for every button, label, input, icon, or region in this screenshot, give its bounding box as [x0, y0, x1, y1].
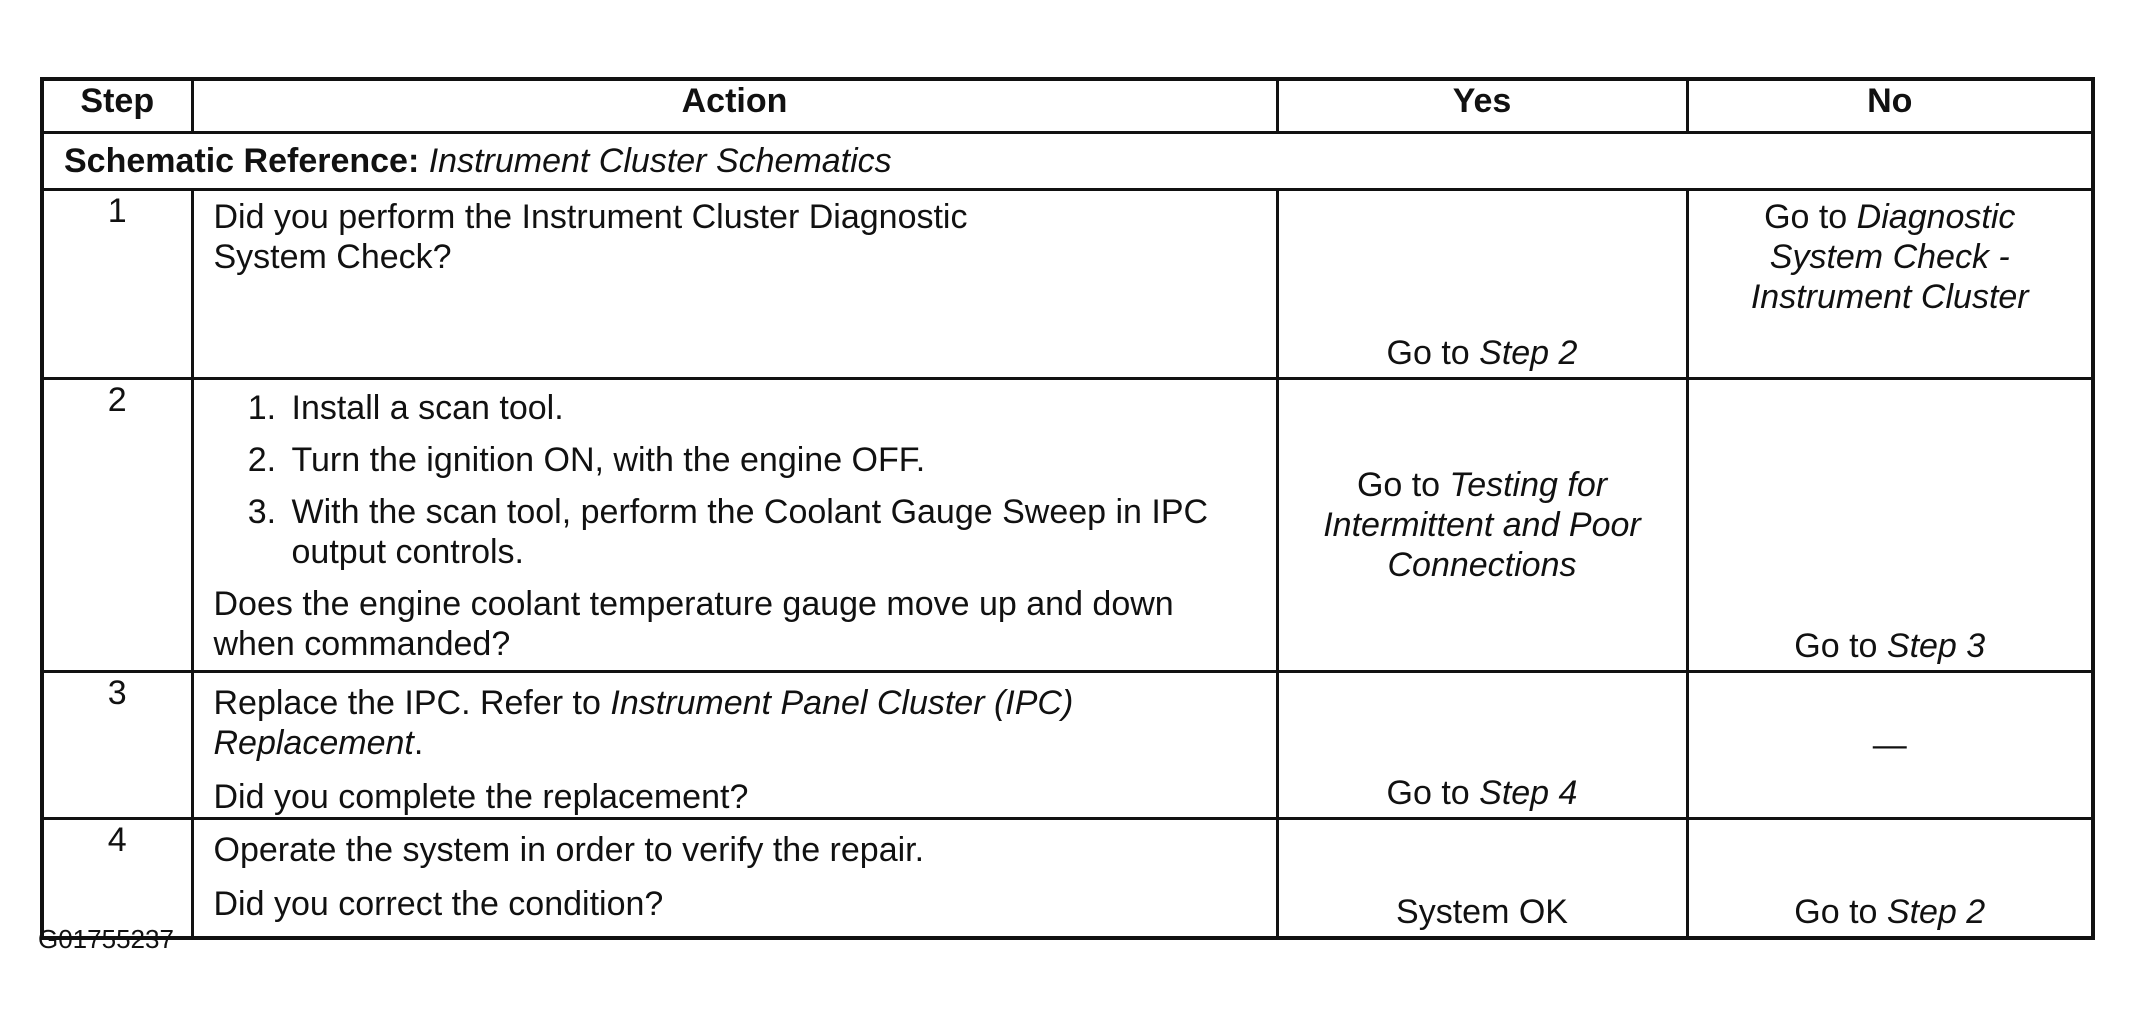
action-steps-list — [214, 388, 1256, 572]
action-post: . — [413, 724, 424, 762]
yes-prefix: Go to — [1386, 774, 1480, 812]
figure-id: G01755237 — [38, 924, 174, 954]
table-row — [42, 819, 2093, 939]
no-step-link[interactable]: Step 2 — [1886, 893, 1986, 931]
diagnostic-table-container — [40, 77, 2091, 940]
schematic-reference-label: Schematic Reference: — [64, 142, 420, 180]
action-text — [214, 683, 1174, 763]
table-row — [42, 379, 2093, 672]
yes-cell — [1277, 819, 1687, 939]
replacement-link[interactable]: Instrument Panel Cluster (IPC) Replacement — [213, 684, 1074, 762]
header-yes: Yes — [1277, 79, 1687, 133]
list-item: 2. Turn the ignition ON, with the engine OFF. — [286, 440, 1256, 480]
no-step-link[interactable]: Step 3 — [1886, 627, 1986, 665]
action-cell — [192, 819, 1277, 939]
yes-cell — [1277, 190, 1687, 379]
list-item: 3. With the scan tool, perform the Coolant Gauge Sweep in IPC output controls. — [286, 492, 1256, 572]
action-text: Operate the system in order to verify the repair. — [213, 831, 925, 869]
yes-cell — [1277, 379, 1687, 672]
no-prefix: Go to — [1794, 627, 1887, 665]
header-no: No — [1687, 79, 2093, 133]
schematic-reference-link[interactable]: Instrument Cluster Schematics — [428, 142, 892, 180]
table-row — [42, 190, 2093, 379]
yes-prefix: Go to — [1356, 466, 1450, 504]
yes-step-link[interactable]: Step 2 — [1479, 334, 1578, 372]
step-number: 2 — [42, 379, 192, 672]
step-number: 1 — [42, 190, 192, 379]
no-prefix: Go to — [1764, 198, 1857, 236]
action-question: Did you correct the condition? — [213, 885, 664, 923]
yes-cell — [1277, 672, 1687, 819]
header-action: Action — [192, 79, 1277, 133]
schematic-reference-cell — [42, 133, 2093, 190]
diagnostic-table — [40, 77, 2095, 940]
action-text: Did you perform the Instrument Cluster Diagnostic System Check? — [213, 198, 968, 276]
action-cell — [192, 190, 1277, 379]
step-number: 4 — [42, 819, 192, 939]
yes-testing-link[interactable]: Testing for Intermittent and Poor Connections — [1323, 466, 1641, 584]
schematic-reference-row — [42, 133, 2093, 190]
action-question: Did you complete the replacement? — [213, 778, 749, 816]
no-cell — [1687, 379, 2093, 672]
header-row — [42, 79, 2093, 133]
action-cell — [192, 379, 1277, 672]
action-question: Does the engine coolant temperature gauge move up and down when commanded? — [213, 585, 1174, 663]
yes-prefix: Go to — [1386, 334, 1480, 372]
no-cell — [1687, 819, 2093, 939]
yes-text: System OK — [1396, 893, 1568, 931]
yes-step-link[interactable]: Step 4 — [1479, 774, 1578, 812]
step-number: 3 — [42, 672, 192, 819]
action-cell — [192, 672, 1277, 819]
no-cell — [1687, 190, 2093, 379]
no-cell — [1687, 672, 2093, 819]
no-dash: — — [1872, 726, 1907, 764]
list-item: 1. Install a scan tool. — [286, 388, 1256, 428]
no-prefix: Go to — [1794, 893, 1887, 931]
header-step: Step — [42, 79, 192, 133]
no-diagnostic-link[interactable]: Diagnostic System Check - Instrument Cluster — [1750, 198, 2029, 316]
action-pre: Replace the IPC. Refer to — [213, 684, 611, 722]
table-row — [42, 672, 2093, 819]
